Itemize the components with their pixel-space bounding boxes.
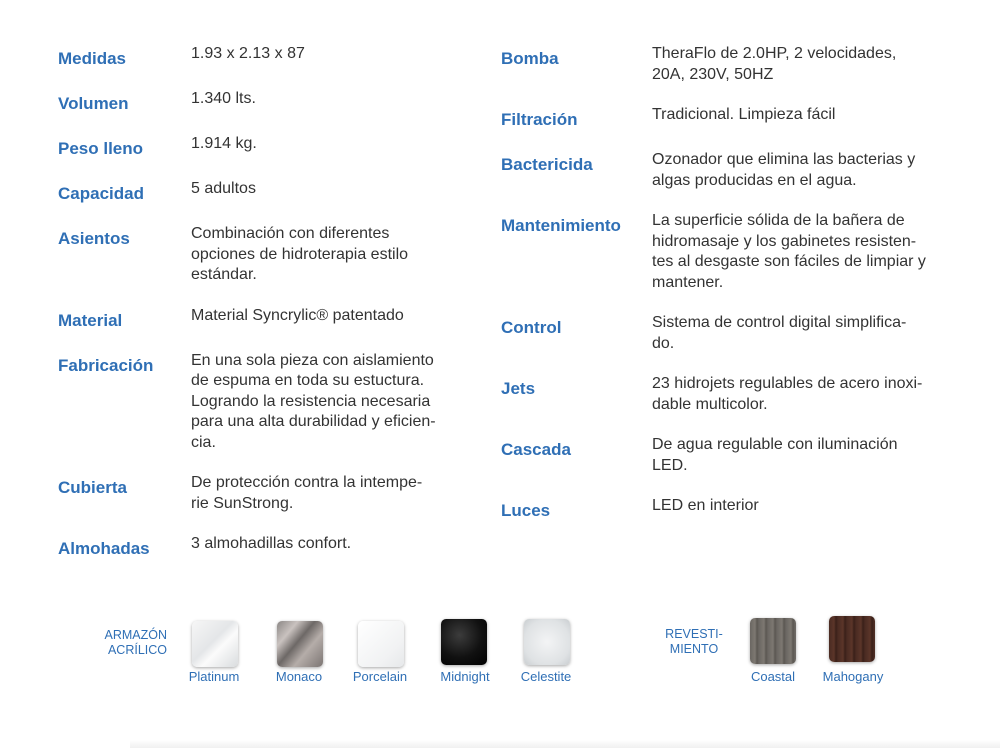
swatch-mahogany[interactable] bbox=[829, 616, 875, 662]
spec-row-cascada bbox=[501, 435, 951, 476]
spec-row-volumen bbox=[58, 89, 458, 114]
spec-value: De agua regulable con iluminación LED. bbox=[652, 436, 898, 474]
spec-label: Bactericida bbox=[501, 155, 593, 174]
spec-label: Bomba bbox=[501, 49, 559, 68]
spec-value: 3 almohadillas confort. bbox=[191, 535, 352, 552]
spec-value: TheraFlo de 2.0HP, 2 velocidades, 20A, 230V, 50HZ bbox=[652, 45, 897, 83]
spec-label: Peso lleno bbox=[58, 139, 144, 158]
armazon-section-label: ARMAZÓN ACRÍLICO bbox=[104, 628, 167, 657]
spec-value: De protección contra la intempe- rie SunStrong. bbox=[191, 474, 423, 512]
spec-value: 5 adultos bbox=[191, 180, 256, 197]
spec-label: Mantenimiento bbox=[501, 216, 621, 235]
swatch-name-porcelain: Porcelain bbox=[352, 669, 408, 684]
spec-value: Tradicional. Limpieza fácil bbox=[652, 106, 836, 123]
spec-value: 1.93 x 2.13 x 87 bbox=[191, 45, 305, 62]
spec-row-mantenimiento bbox=[501, 211, 951, 293]
specs-left-column bbox=[58, 44, 458, 579]
spec-label: Capacidad bbox=[58, 184, 144, 203]
spec-row-cubierta bbox=[58, 473, 458, 514]
spec-row-material bbox=[58, 306, 458, 331]
spec-row-almohadas bbox=[58, 534, 458, 559]
swatch-name-midnight: Midnight bbox=[440, 669, 490, 684]
spec-value: Combinación con diferentes opciones de hidroterapia estilo estándar. bbox=[191, 225, 409, 283]
spec-label: Volumen bbox=[58, 94, 129, 113]
spec-label: Material bbox=[58, 310, 123, 330]
swatch-coastal[interactable] bbox=[750, 618, 796, 664]
spec-label: Control bbox=[501, 318, 562, 337]
swatch-porcelain[interactable] bbox=[358, 621, 404, 667]
swatch-name-coastal: Coastal bbox=[750, 669, 796, 684]
swatch-midnight[interactable] bbox=[441, 619, 487, 665]
spec-row-bactericida bbox=[501, 150, 951, 191]
spec-value: 1.914 kg. bbox=[191, 135, 257, 152]
spec-label: Jets bbox=[501, 379, 536, 398]
spec-value: Sistema de control digital simplifica- do. bbox=[652, 314, 907, 352]
spec-value: LED en interior bbox=[652, 497, 759, 514]
swatch-celestite[interactable] bbox=[524, 619, 570, 665]
swatch-name-celestite: Celestite bbox=[520, 669, 572, 684]
spec-label: Cascada bbox=[501, 440, 571, 459]
spec-row-capacidad bbox=[58, 179, 458, 204]
spec-label: Luces bbox=[501, 501, 551, 520]
spec-row-control bbox=[501, 313, 951, 354]
spec-value: 23 hidrojets regulables de acero inoxi- dable multicolor. bbox=[652, 375, 923, 413]
page-bottom-shadow bbox=[130, 740, 1000, 748]
spec-value: Material Syncrylic® patentado bbox=[191, 306, 404, 324]
spec-value: En una sola pieza con aislamiento de espuma en toda su estuctura. Logrando la resistencia necesaria para una alta durabilidad y eficien- cia. bbox=[191, 351, 436, 451]
spec-value: 1.340 lts. bbox=[191, 90, 256, 107]
swatch-name-monaco: Monaco bbox=[275, 669, 323, 684]
spec-row-asientos bbox=[58, 224, 458, 286]
swatch-name-platinum: Platinum bbox=[188, 669, 240, 684]
spec-row-fabricacion bbox=[58, 351, 458, 454]
spec-label: Asientos bbox=[58, 229, 130, 248]
spec-row-peso-lleno bbox=[58, 134, 458, 159]
spec-label: Almohadas bbox=[58, 539, 150, 558]
specs-right-column bbox=[501, 44, 951, 541]
spec-value: Ozonador que elimina las bacterias y algas producidas en el agua. bbox=[652, 151, 916, 189]
spec-row-luces bbox=[501, 496, 951, 521]
revestimiento-section-label: REVESTI- MIENTO bbox=[665, 627, 723, 656]
spec-label: Filtración bbox=[501, 110, 578, 129]
spec-label: Medidas bbox=[58, 49, 127, 68]
swatch-platinum[interactable] bbox=[192, 621, 238, 667]
spec-label: Fabricación bbox=[58, 355, 154, 375]
swatch-name-mahogany: Mahogany bbox=[822, 669, 884, 684]
spec-label: Cubierta bbox=[58, 478, 127, 497]
spec-value: La superficie sólida de la bañera de hidromasaje y los gabinetes resisten- tes al desgaste son fáciles de limpiar y mantener. bbox=[652, 212, 926, 291]
spec-row-jets bbox=[501, 374, 951, 415]
spec-row-medidas bbox=[58, 44, 458, 69]
spec-row-filtracion bbox=[501, 105, 951, 130]
spec-row-bomba bbox=[501, 44, 951, 85]
swatch-monaco[interactable] bbox=[277, 621, 323, 667]
